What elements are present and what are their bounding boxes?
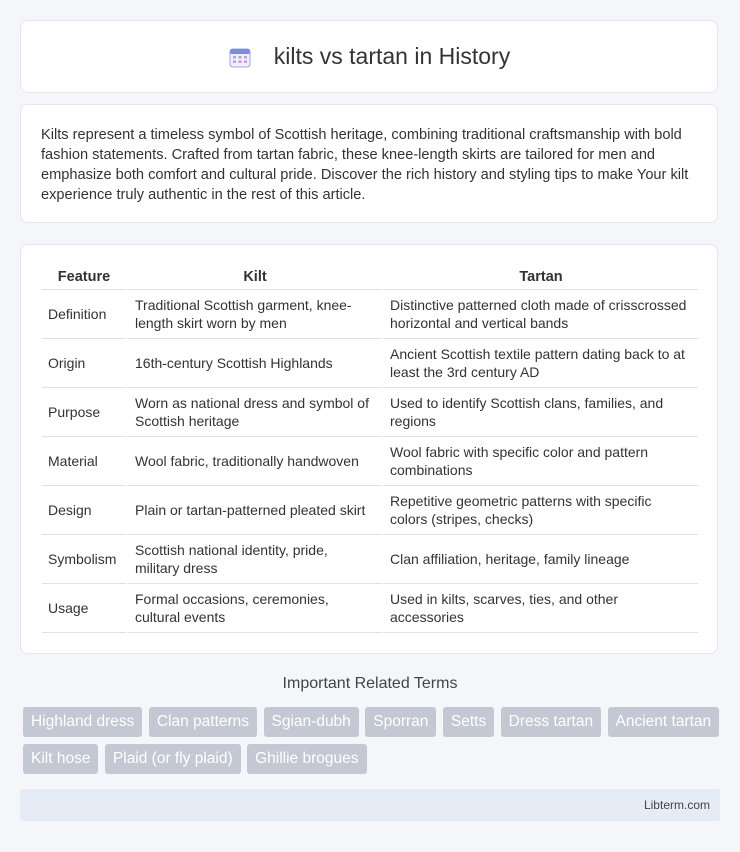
related-terms-list xyxy=(23,707,723,781)
header-feature: Feature xyxy=(42,265,126,290)
cell-kilt: Traditional Scottish garment, knee-length skirt worn by men xyxy=(126,290,381,339)
related-term-tag[interactable]: Ghillie brogues xyxy=(247,744,366,774)
table-row xyxy=(42,486,698,535)
cell-tartan: Clan affiliation, heritage, family lineage xyxy=(381,535,698,584)
cell-kilt: Worn as national dress and symbol of Scottish heritage xyxy=(126,388,381,437)
calendar-icon xyxy=(228,45,252,69)
table-row xyxy=(42,437,698,486)
header-kilt: Kilt xyxy=(126,265,381,290)
related-terms-title: Important Related Terms xyxy=(282,675,458,692)
table-row xyxy=(42,290,698,339)
cell-tartan: Ancient Scottish textile pattern dating back to at least the 3rd century AD xyxy=(381,339,698,388)
cell-tartan: Repetitive geometric patterns with specific colors (stripes, checks) xyxy=(381,486,698,535)
cell-feature: Purpose xyxy=(42,388,126,437)
cell-kilt: Plain or tartan-patterned pleated skirt xyxy=(126,486,381,535)
cell-kilt: Formal occasions, ceremonies, cultural events xyxy=(126,584,381,633)
table-row xyxy=(42,388,698,437)
intro-text: Kilts represent a timeless symbol of Scottish heritage, combining traditional craftsmanship with bold fashion statements. Crafted from tartan fabric, these knee-length skirts are tailored for men and emphasize both comfort and cultural pride. Discover the rich history and styling tips to make Your kilt experience truly authentic in the rest of this article. xyxy=(41,127,689,203)
cell-feature: Design xyxy=(42,486,126,535)
cell-tartan: Distinctive patterned cloth made of crisscrossed horizontal and vertical bands xyxy=(381,290,698,339)
comparison-card xyxy=(20,244,718,654)
cell-feature: Material xyxy=(42,437,126,486)
cell-tartan: Used to identify Scottish clans, families, and regions xyxy=(381,388,698,437)
cell-feature: Symbolism xyxy=(42,535,126,584)
related-term-tag[interactable]: Sgian-dubh xyxy=(264,707,359,737)
cell-kilt: Scottish national identity, pride, military dress xyxy=(126,535,381,584)
related-term-tag[interactable]: Setts xyxy=(443,707,494,737)
header-card xyxy=(20,20,718,93)
related-term-tag[interactable]: Sporran xyxy=(365,707,436,737)
table-header-row xyxy=(42,265,698,290)
header-tartan: Tartan xyxy=(381,265,698,290)
cell-kilt: 16th-century Scottish Highlands xyxy=(126,339,381,388)
cell-kilt: Wool fabric, traditionally handwoven xyxy=(126,437,381,486)
table-row xyxy=(42,339,698,388)
page-title: kilts vs tartan in History xyxy=(273,43,511,69)
related-term-tag[interactable]: Ancient tartan xyxy=(608,707,720,737)
cell-tartan: Used in kilts, scarves, ties, and other accessories xyxy=(381,584,698,633)
related-term-tag[interactable]: Highland dress xyxy=(23,707,142,737)
related-term-tag[interactable]: Clan patterns xyxy=(149,707,257,737)
footer xyxy=(20,789,720,821)
cell-feature: Origin xyxy=(42,339,126,388)
related-term-tag[interactable]: Dress tartan xyxy=(501,707,601,737)
cell-feature: Usage xyxy=(42,584,126,633)
cell-tartan: Wool fabric with specific color and pattern combinations xyxy=(381,437,698,486)
cell-feature: Definition xyxy=(42,290,126,339)
related-term-tag[interactable]: Kilt hose xyxy=(23,744,98,774)
related-term-tag[interactable]: Plaid (or fly plaid) xyxy=(105,744,241,774)
table-row xyxy=(42,584,698,633)
footer-site-link[interactable]: Libterm.com xyxy=(643,798,710,812)
table-row xyxy=(42,535,698,584)
comparison-table xyxy=(42,265,698,633)
intro-card xyxy=(20,104,718,223)
